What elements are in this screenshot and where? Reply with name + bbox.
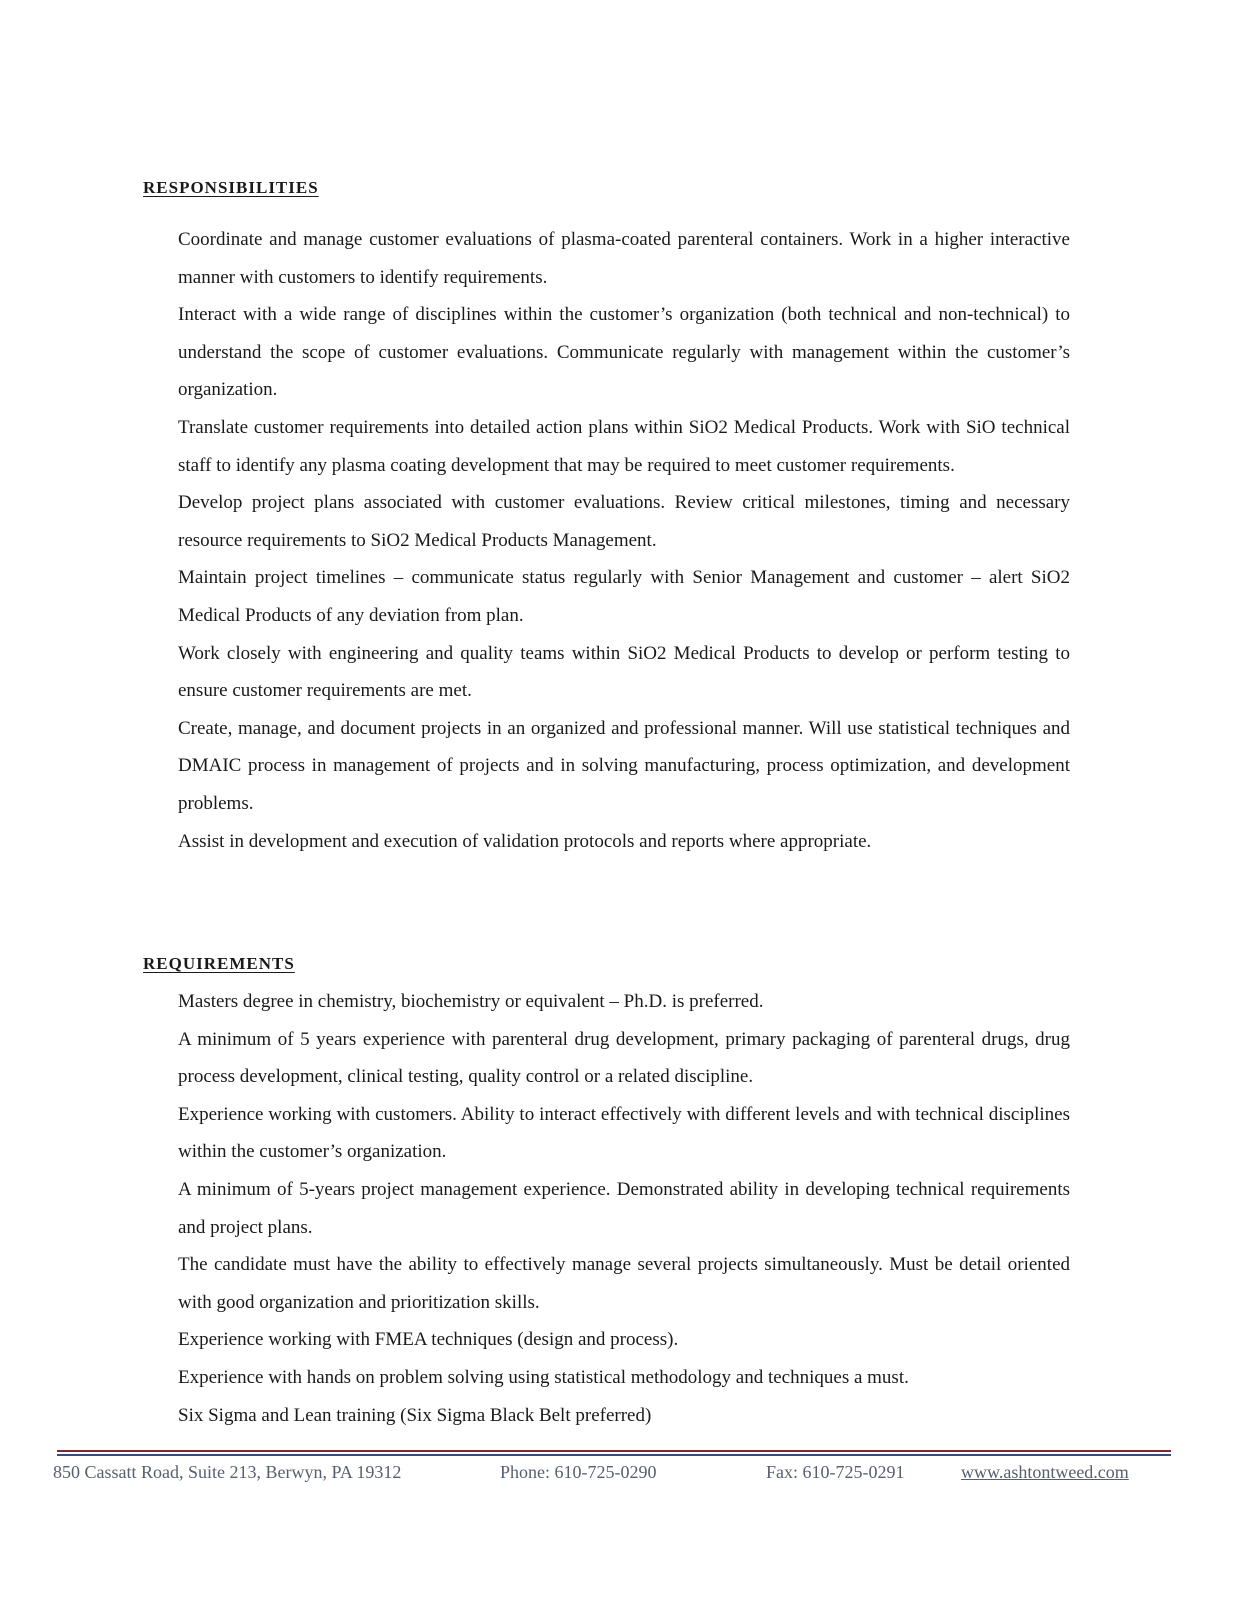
list-item: Assist in development and execution of validation protocols and reports where appropriate.: [178, 830, 872, 852]
list-item: Maintain project timelines – communicate status regularly with Senior Management and customer – alert SiO2 Medical Products of any deviation from plan.: [178, 567, 1070, 626]
list-item: Create, manage, and document projects in an organized and professional manner. Will use statistical techniques and DMAIC process in management of projects and in solving manufacturing, process optimization, and development problems.: [178, 717, 1070, 814]
responsibilities-list: [178, 221, 1070, 860]
list-item: Masters degree in chemistry, biochemistry or equivalent – Ph.D. is preferred.: [178, 991, 764, 1012]
footer-fax: Fax: 610-725-0291: [766, 1462, 905, 1482]
list-item: Coordinate and manage customer evaluations of plasma-coated parenteral containers. Work in a higher interactive manner with customers to identify requirements.: [178, 229, 1070, 288]
list-item: Translate customer requirements into detailed action plans within SiO2 Medical Products. Work with SiO technical staff to identify any plasma coating development that may be required to meet customer requirements.: [178, 416, 1070, 476]
footer-phone: Phone: 610-725-0290: [500, 1462, 657, 1482]
requirements-list: [178, 983, 1070, 1434]
list-item: A minimum of 5-years project management experience. Demonstrated ability in developing technical requirements and project plans.: [178, 1178, 1070, 1238]
footer-website-link[interactable]: www.ashtontweed.com: [961, 1462, 1129, 1482]
list-item: Interact with a wide range of disciplines within the customer’s organization (both technical and non-technical) to understand the scope of customer evaluations. Communicate regularly with management within the customer’s organization.: [178, 304, 1070, 401]
footer-address: 850 Cassatt Road, Suite 213, Berwyn, PA 19312: [53, 1462, 402, 1482]
list-item: Develop project plans associated with customer evaluations. Review critical milestones, timing and necessary resource requirements to SiO2 Medical Products Management.: [178, 492, 1070, 551]
list-item: Work closely with engineering and quality teams within SiO2 Medical Products to develop or perform testing to ensure customer requirements are met.: [178, 642, 1070, 702]
footer: [53, 1462, 1163, 1486]
footer-rule-bottom: [57, 1454, 1171, 1456]
list-item: Experience with hands on problem solving using statistical methodology and techniques a must.: [178, 1366, 909, 1388]
list-item: Six Sigma and Lean training (Six Sigma Black Belt preferred): [178, 1404, 652, 1426]
footer-rule-top: [57, 1450, 1171, 1452]
list-item: Experience working with customers. Ability to interact effectively with different levels and with technical disciplines within the customer’s organization.: [178, 1103, 1070, 1163]
requirements-heading: REQUIREMENTS: [143, 954, 295, 973]
list-item: A minimum of 5 years experience with parenteral drug development, primary packaging of parenteral drugs, drug process development, clinical testing, quality control or a related discipline.: [178, 1028, 1070, 1088]
responsibilities-heading: RESPONSIBILITIES: [143, 178, 319, 197]
list-item: Experience working with FMEA techniques (design and process).: [178, 1329, 679, 1351]
list-item: The candidate must have the ability to effectively manage several projects simultaneously. Must be detail oriented with good organization and prioritization skills.: [178, 1254, 1070, 1313]
